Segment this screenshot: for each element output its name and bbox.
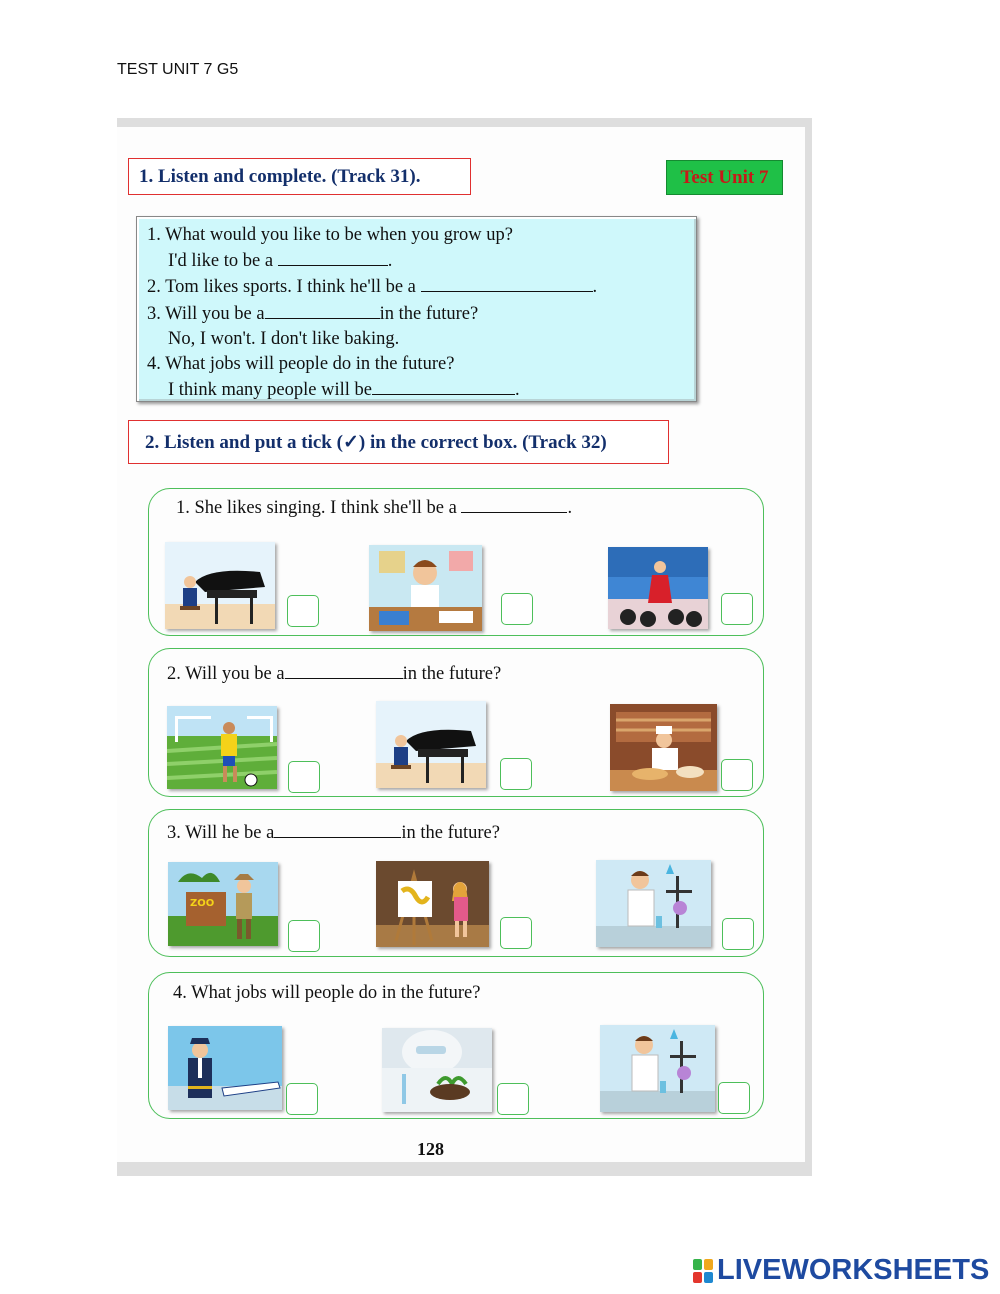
question-text: 1. She likes singing. I think she'll be a . bbox=[176, 495, 572, 519]
q1-line: 4. What jobs will people do in the future? bbox=[147, 354, 455, 375]
document-title: TEST UNIT 7 G5 bbox=[117, 61, 239, 78]
q1-line: I'd like to be a . bbox=[147, 248, 696, 274]
answer-blank[interactable] bbox=[421, 274, 593, 292]
question-text: 2. Will you be a in the future? bbox=[167, 661, 501, 685]
scientist-picture bbox=[600, 1025, 715, 1112]
answer-blank[interactable] bbox=[278, 248, 388, 266]
tick-box[interactable] bbox=[286, 1083, 318, 1115]
tick-box[interactable] bbox=[722, 918, 754, 950]
tick-box[interactable] bbox=[500, 917, 532, 949]
tick-box[interactable] bbox=[721, 759, 753, 791]
pianist-picture bbox=[376, 701, 486, 788]
tick-box[interactable] bbox=[500, 758, 532, 790]
question-group-2 bbox=[148, 648, 764, 797]
q1-line: 3. Will you be a in the future? bbox=[147, 301, 696, 327]
q1-line: 1. What would you like to be when you grow up? bbox=[147, 225, 513, 245]
pianist-picture bbox=[165, 542, 275, 629]
tick-box[interactable] bbox=[501, 593, 533, 625]
q1-line: 2. Tom likes sports. I think he'll be a . bbox=[147, 274, 696, 300]
liveworksheets-logo bbox=[693, 1254, 989, 1287]
question-group-4 bbox=[148, 972, 764, 1119]
painter-picture bbox=[376, 861, 489, 947]
tick-box[interactable] bbox=[718, 1082, 750, 1114]
svg-text:ZOO: ZOO bbox=[190, 898, 215, 909]
writer-picture bbox=[369, 545, 482, 631]
brand-icon bbox=[693, 1259, 713, 1283]
answer-blank[interactable] bbox=[265, 301, 380, 319]
tick-box[interactable] bbox=[721, 593, 753, 625]
tick-box[interactable] bbox=[288, 761, 320, 793]
brand-text: LIVEWORKSHEETS bbox=[717, 1254, 990, 1286]
baker-picture bbox=[610, 704, 717, 791]
footballer-picture bbox=[167, 706, 277, 789]
answer-blank[interactable] bbox=[285, 661, 403, 679]
q1-line: No, I won't. I don't like baking. bbox=[168, 328, 400, 349]
scientist-picture bbox=[596, 860, 711, 947]
question-group-3 bbox=[148, 809, 764, 957]
q1-line: I think many people will be . bbox=[147, 377, 696, 403]
section2-heading: 2. Listen and put a tick (✓) in the correct box. (Track 32) bbox=[128, 420, 669, 464]
answer-blank[interactable] bbox=[372, 377, 515, 395]
listen-complete-panel bbox=[136, 216, 697, 402]
test-unit-badge: Test Unit 7 bbox=[666, 160, 783, 195]
answer-blank[interactable] bbox=[274, 820, 401, 838]
tick-box[interactable] bbox=[497, 1083, 529, 1115]
page-number: 128 bbox=[417, 1139, 444, 1159]
tick-box[interactable] bbox=[288, 920, 320, 952]
worksheet-page bbox=[117, 118, 812, 1176]
question-text: 3. Will he be a in the future? bbox=[167, 820, 500, 844]
answer-blank[interactable] bbox=[461, 495, 567, 513]
biologist-picture bbox=[382, 1028, 492, 1112]
section1-heading: 1. Listen and complete. (Track 31). bbox=[128, 158, 471, 195]
question-text: 4. What jobs will people do in the future? bbox=[173, 983, 481, 1003]
pilot-picture bbox=[168, 1026, 282, 1110]
singer-picture bbox=[608, 547, 708, 629]
tick-box[interactable] bbox=[287, 595, 319, 627]
zookeeper-picture bbox=[168, 862, 278, 946]
question-group-1 bbox=[148, 488, 764, 636]
